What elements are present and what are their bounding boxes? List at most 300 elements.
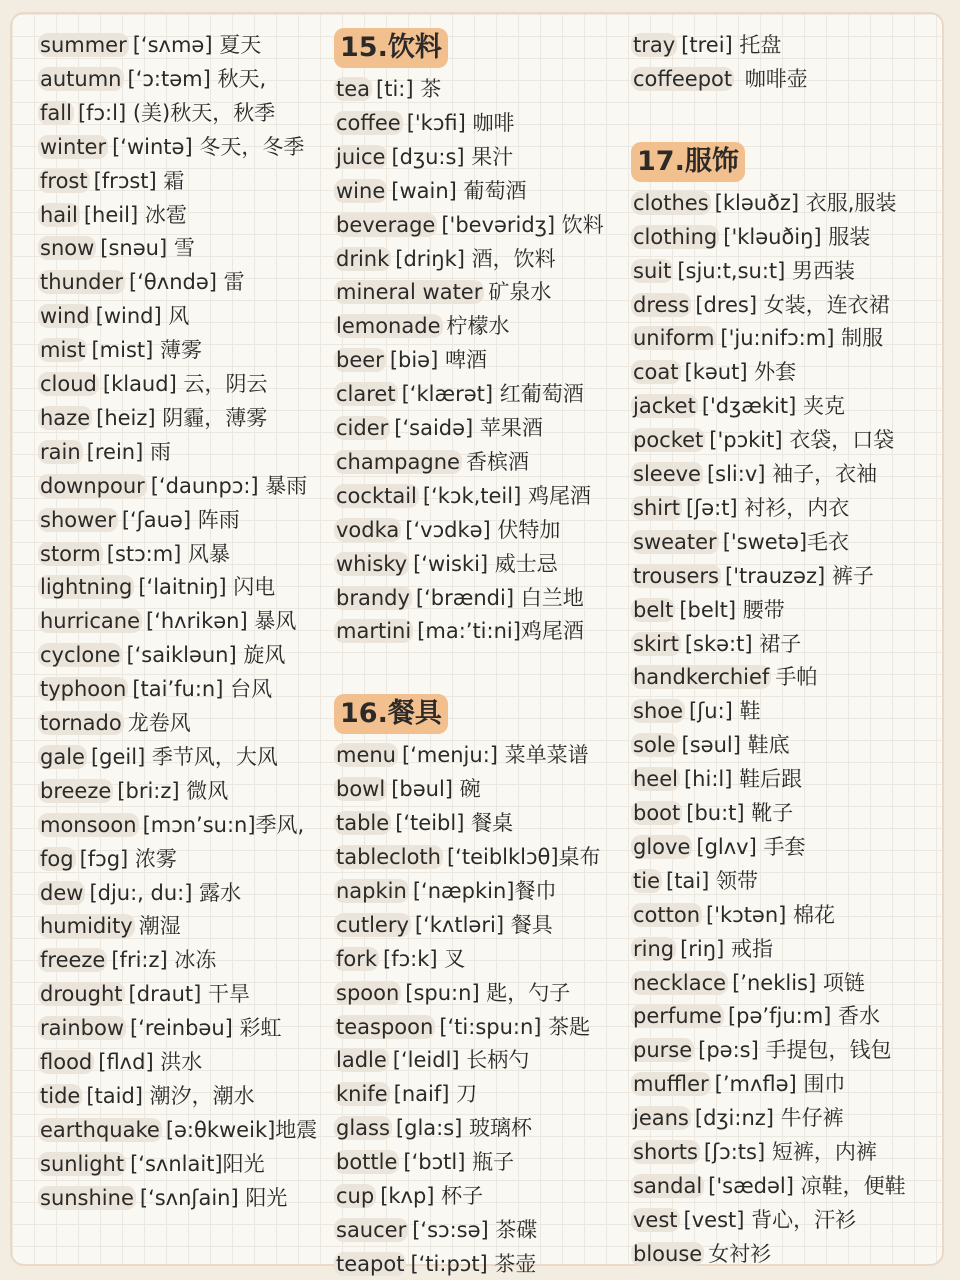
vocab-entry: [334, 142, 513, 172]
vocab-phonetic-meaning: ['sædəl] 凉鞋，便鞋: [708, 1173, 906, 1198]
vocab-entry: [334, 1215, 537, 1245]
vocab-entry: [38, 1081, 255, 1111]
vocab-phonetic-meaning: [naif] 刀: [393, 1082, 478, 1107]
vocab-word: muffler: [633, 1072, 709, 1097]
vocab-phonetic-meaning: 矿泉水: [488, 280, 552, 305]
vocab-entry: [334, 842, 601, 872]
vocab-entry: [631, 1103, 844, 1133]
vocab-entry: [631, 730, 790, 760]
vocab-entry: [631, 764, 802, 794]
vocab-entry: [38, 301, 189, 331]
vocab-word: thunder: [40, 270, 124, 295]
vocab-entry: [38, 1013, 282, 1043]
vocab-entry: [334, 1113, 532, 1143]
vocab-word: shoe: [633, 699, 684, 724]
vocab-word: beer: [336, 348, 384, 373]
vocab-phonetic-meaning: [fɔ:l] (美)秋天，秋季: [77, 100, 276, 125]
vocab-phonetic-meaning: [‘teiblklɔθ]桌布: [446, 845, 601, 869]
vocab-word: gale: [40, 744, 85, 769]
vocab-phonetic-meaning: [ma:’ti:ni]鸡尾酒: [417, 619, 584, 644]
vocab-phonetic-meaning: [heil] 冰雹: [83, 202, 187, 227]
vocab-phonetic-meaning: [pə:s] 手提包，钱包: [698, 1038, 892, 1063]
vocab-entry: [631, 798, 793, 828]
vocab-entry: [334, 108, 514, 138]
vocab-word: hurricane: [40, 609, 140, 634]
vocab-phonetic-meaning: [rein] 雨: [86, 439, 171, 464]
vocab-phonetic-meaning: [draut] 干旱: [128, 982, 250, 1007]
vocab-entry: [631, 188, 896, 218]
vocab-entry: [334, 876, 556, 906]
vocab-word: cider: [336, 416, 389, 440]
vocab-phonetic-meaning: [dres] 女装，连衣裙: [695, 292, 890, 317]
vocab-word: champagne: [336, 449, 460, 474]
vocab-phonetic-meaning: ['kləuðiŋ] 服装: [723, 224, 871, 249]
vocab-word: jacket: [633, 394, 696, 419]
vocab-phonetic-meaning: [‘bɔtl] 瓶子: [403, 1150, 515, 1175]
vocab-word: beverage: [336, 212, 436, 237]
vocab-phonetic-meaning: ['pɔkit] 衣袋，口袋: [709, 428, 895, 453]
vocab-phonetic-meaning: [sli:v] 袖子，衣袖: [706, 462, 878, 486]
vocab-entry: [631, 323, 883, 353]
vocab-entry: [334, 210, 604, 240]
vocab-entry: [38, 606, 296, 636]
vocab-entry: [38, 911, 181, 941]
vocab-entry: [38, 403, 267, 433]
vocab-phonetic-meaning: [kləuðz] 衣服,服装: [714, 190, 897, 215]
vocab-entry: [334, 549, 558, 579]
vocab-word: boot: [633, 801, 681, 825]
vocab-phonetic-meaning: ['dʒækit] 夹克: [701, 394, 845, 419]
vocab-phonetic-meaning: [‘laitniŋ] 闪电: [138, 575, 276, 600]
vocab-phonetic-meaning: [‘reinbəu] 彩虹: [130, 1016, 282, 1041]
vocab-entry: [38, 1183, 287, 1213]
vocab-entry: [334, 1012, 590, 1042]
vocab-phonetic-meaning: [trei] 托盘: [681, 33, 782, 57]
vocab-phonetic-meaning: [snəu] 雪: [100, 236, 195, 261]
vocab-entry: [631, 391, 845, 421]
vocab-word: earthquake: [40, 1117, 160, 1142]
vocab-phonetic-meaning: [‘ɔ:təm] 秋天,: [127, 66, 267, 91]
vocab-word: coffee: [336, 110, 401, 135]
vocab-word: shower: [40, 507, 116, 532]
vocab-entry: [38, 878, 241, 908]
vocab-entry: [38, 776, 228, 806]
vocab-word: heel: [633, 767, 678, 792]
vocab-entry: [38, 1115, 317, 1145]
vocab-phonetic-meaning: [tai’fu:n] 台风: [132, 677, 273, 702]
vocab-word: wine: [336, 178, 386, 203]
vocab-phonetic-meaning: [‘teibl] 餐桌: [395, 811, 514, 836]
vocab-word: knife: [336, 1082, 388, 1107]
vocab-phonetic-meaning: ['trauzəz] 裤子: [725, 563, 874, 588]
vocab-entry: [38, 505, 240, 535]
vocab-word: menu: [336, 743, 396, 768]
vocab-word: fog: [40, 846, 74, 871]
vocab-word: frost: [40, 168, 88, 193]
vocab-word: typhoon: [40, 677, 127, 702]
vocab-word: tide: [40, 1083, 81, 1108]
vocab-entry: [38, 64, 266, 94]
vocab-word: table: [336, 811, 390, 836]
vocab-word: blouse: [633, 1241, 703, 1266]
vocab-entry: [631, 934, 773, 964]
vocab-phonetic-meaning: [‘kʌtləri] 餐具: [414, 912, 553, 937]
vocab-entry: [38, 471, 307, 501]
section-heading: 15.饮料: [334, 28, 448, 68]
vocab-word: handkerchief: [633, 665, 770, 690]
vocab-word: whisky: [336, 551, 408, 576]
vocab-word: claret: [336, 382, 396, 407]
vocab-word: rainbow: [40, 1016, 124, 1041]
vocab-entry: [631, 968, 865, 998]
vocab-word: jeans: [633, 1106, 689, 1131]
vocab-entry: [631, 1001, 880, 1031]
vocab-phonetic-meaning: ['kɔtən] 棉花: [706, 902, 836, 927]
vocab-phonetic-meaning: [dʒi:nz] 牛仔裤: [694, 1106, 844, 1131]
vocab-entry: [334, 311, 510, 341]
vocab-phonetic-meaning: [heiz] 阴霾，薄雾: [96, 405, 268, 430]
vocab-entry: [334, 413, 543, 443]
vocab-entry: [334, 515, 560, 545]
vocab-phonetic-meaning: [fri:z] 冰冻: [111, 948, 217, 973]
vocab-phonetic-meaning: [‘wiski] 威士忌: [413, 551, 558, 576]
vocab-entry: [38, 844, 177, 874]
vocab-entry: [334, 1181, 483, 1211]
vocab-phonetic-meaning: [hi:l] 鞋后跟: [683, 767, 803, 792]
vocab-word: tablecloth: [336, 845, 441, 869]
vocab-entry: [631, 1137, 877, 1167]
section-heading: 16.餐具: [334, 694, 448, 734]
vocab-entry: [334, 616, 584, 646]
vocab-phonetic-meaning: [bu:t] 靴子: [686, 801, 794, 825]
vocab-phonetic-meaning: [bəul] 碗: [391, 777, 481, 802]
vocab-word: perfume: [633, 1004, 722, 1029]
vocab-entry: [631, 357, 796, 387]
vocab-entry: [631, 561, 874, 591]
vocab-phonetic-meaning: 手帕: [775, 665, 818, 690]
vocab-phonetic-meaning: [‘sʌnʃain] 阳光: [139, 1185, 288, 1210]
vocab-word: brandy: [336, 585, 410, 610]
vocab-entry: [631, 629, 801, 659]
vocab-phonetic-meaning: [‘daunpɔ:] 暴雨: [150, 473, 308, 498]
vocab-word: shorts: [633, 1140, 698, 1164]
vocab-entry: [334, 244, 556, 274]
vocab-entry: [38, 233, 195, 263]
vocab-word: ladle: [336, 1048, 387, 1073]
vocab-word: glass: [336, 1116, 390, 1141]
vocab-phonetic-meaning: [riŋ] 戒指: [680, 936, 773, 961]
vocab-entry: [631, 425, 894, 455]
vocab-phonetic-meaning: [stɔ:m] 风暴: [106, 541, 231, 566]
vocab-word: napkin: [336, 878, 407, 903]
vocab-entry: [38, 335, 202, 365]
vocab-phonetic-meaning: [frɔst] 霜: [93, 168, 185, 193]
vocab-word: dress: [633, 292, 690, 317]
vocab-entry: [334, 808, 513, 838]
vocab-word: sunlight: [40, 1151, 125, 1176]
vocab-entry: [38, 1149, 265, 1179]
vocab-entry: [38, 572, 275, 602]
vocab-word: teaspoon: [336, 1014, 434, 1039]
vocab-entry: [631, 900, 835, 930]
vocab-phonetic-meaning: ['ju:nifɔ:m] 制服: [720, 326, 884, 351]
vocab-word: tornado: [40, 711, 122, 735]
vocab-entry: [631, 527, 849, 557]
vocab-phonetic-meaning: [‘vɔdkə] 伏特加: [405, 517, 561, 542]
vocab-entry: [334, 1045, 529, 1075]
vocab-word: suit: [633, 258, 672, 283]
vocab-word: necklace: [633, 970, 727, 995]
vocab-phonetic-meaning: [pə’fju:m] 香水: [727, 1004, 881, 1029]
vocab-word: cyclone: [40, 643, 121, 668]
vocab-word: sleeve: [633, 462, 701, 486]
vocab-entry: [38, 945, 216, 975]
vocab-phonetic-meaning: [fɔg] 浓雾: [79, 846, 177, 871]
vocab-phonetic-meaning: 潮湿: [138, 914, 181, 939]
vocab-word: vodka: [336, 517, 400, 542]
vocab-entry: [631, 1171, 906, 1201]
vocab-phonetic-meaning: [dju:, du:] 露水: [89, 880, 242, 905]
vocab-entry: [631, 662, 817, 692]
vocab-phonetic-meaning: [biə] 啤酒: [389, 348, 487, 373]
vocab-entry: [38, 200, 187, 230]
vocab-entry: [38, 132, 304, 162]
vocab-phonetic-meaning: [səul] 鞋底: [681, 733, 790, 758]
vocab-entry: [38, 674, 272, 704]
vocab-word: wind: [40, 304, 90, 329]
vocab-word: sweater: [633, 529, 717, 554]
vocab-phonetic-meaning: [ti:] 茶: [376, 77, 442, 101]
vocab-word: clothes: [633, 190, 709, 215]
vocab-word: belt: [633, 597, 674, 622]
vocab-word: tie: [633, 868, 660, 893]
vocab-phonetic-meaning: [‘kɔk,teil] 鸡尾酒: [422, 483, 591, 508]
vocab-entry: [38, 267, 245, 297]
vocab-word: rain: [40, 439, 81, 464]
vocab-phonetic-meaning: [spu:n] 匙，勺子: [405, 980, 571, 1005]
vocab-phonetic-meaning: [‘sʌnlait]阳光: [130, 1151, 265, 1176]
vocab-word: breeze: [40, 778, 112, 803]
vocab-phonetic-meaning: 咖啡壶: [738, 66, 808, 91]
vocab-phonetic-meaning: [kəut] 外套: [684, 360, 797, 385]
vocab-entry: [334, 978, 570, 1008]
vocab-phonetic-meaning: 香槟酒: [465, 449, 529, 474]
vocab-word: lemonade: [336, 314, 441, 339]
vocab-entry: [38, 979, 250, 1009]
vocab-word: skirt: [633, 631, 679, 656]
vocab-phonetic-meaning: [mist] 薄雾: [91, 338, 202, 363]
vocab-phonetic-meaning: [‘klærət] 红葡萄酒: [401, 382, 584, 407]
vocab-phonetic-meaning: ['swetə]毛衣: [722, 529, 850, 554]
vocab-phonetic-meaning: [‘ti:spu:n] 茶匙: [439, 1014, 591, 1039]
vocab-phonetic-meaning: [‘θʌndə] 雷: [129, 270, 245, 295]
vocab-word: bottle: [336, 1150, 398, 1175]
vocab-word: coffeepot: [633, 66, 733, 91]
vocab-word: mineral water: [336, 280, 483, 305]
vocab-phonetic-meaning: [‘hʌrikən] 暴风: [146, 609, 297, 634]
vocab-entry: [38, 1047, 202, 1077]
vocab-phonetic-meaning: [‘næpkin]餐巾: [412, 878, 557, 903]
vocab-word: lightning: [40, 575, 133, 600]
vocab-phonetic-meaning: [sju:t,su:t] 男西装: [677, 258, 856, 283]
vocab-word: flood: [40, 1050, 93, 1074]
vocab-entry: [38, 640, 285, 670]
vocab-word: spoon: [336, 980, 400, 1005]
vocab-entry: [334, 583, 584, 613]
vocab-entry: [334, 1249, 536, 1279]
vocab-entry: [631, 832, 805, 862]
vocab-phonetic-meaning: [ə:θkweik]地震: [165, 1117, 318, 1142]
vocab-entry: [631, 1239, 771, 1269]
vocab-phonetic-meaning: [klaud] 云，阴云: [102, 372, 268, 396]
vocab-entry: [334, 910, 553, 940]
vocab-word: purse: [633, 1038, 693, 1063]
vocab-entry: [334, 74, 441, 104]
vocab-phonetic-meaning: ['bevəridʒ] 饮料: [441, 212, 604, 237]
vocab-word: vest: [633, 1207, 678, 1232]
vocab-entry: [631, 1035, 891, 1065]
vocab-word: summer: [40, 33, 127, 57]
vocab-word: monsoon: [40, 812, 137, 837]
vocab-phonetic-meaning: 龙卷风: [127, 711, 191, 735]
vocab-entry: [38, 742, 278, 772]
vocab-phonetic-meaning: [dʒu:s] 果汁: [391, 144, 514, 169]
vocab-word: clothing: [633, 224, 718, 249]
section-heading: 17.服饰: [631, 142, 745, 182]
vocab-phonetic-meaning: [geil] 季节风，大风: [90, 744, 278, 769]
vocab-entry: [631, 222, 870, 252]
vocab-word: bowl: [336, 777, 386, 802]
vocab-entry: [631, 64, 808, 94]
vocab-word: juice: [336, 144, 386, 169]
vocab-entry: [631, 290, 890, 320]
vocab-phonetic-meaning: [mɔn’su:n]季风,: [142, 812, 305, 837]
vocab-entry: [38, 98, 275, 128]
vocab-word: storm: [40, 541, 101, 566]
vocab-entry: [334, 1147, 514, 1177]
vocab-word: sunshine: [40, 1185, 134, 1210]
vocab-word: teapot: [336, 1251, 405, 1276]
vocab-entry: [334, 481, 591, 511]
vocab-phonetic-meaning: 女衬衫: [708, 1241, 772, 1266]
vocab-word: martini: [336, 619, 412, 644]
vocab-phonetic-meaning: [wind] 风: [95, 304, 190, 329]
vocab-entry: [631, 256, 855, 286]
vocab-entry: [334, 447, 529, 477]
vocab-phonetic-meaning: [’mʌflə] 围巾: [714, 1072, 846, 1097]
vocab-word: mist: [40, 338, 86, 363]
vocab-entry: [38, 166, 184, 196]
vocab-word: snow: [40, 236, 95, 261]
vocabulary-card: [10, 12, 944, 1276]
vocab-word: humidity: [40, 914, 133, 939]
vocab-phonetic-meaning: [‘ʃauə] 阵雨: [121, 507, 240, 532]
vocab-word: cloud: [40, 372, 97, 396]
vocab-word: pocket: [633, 428, 704, 453]
vocab-word: drink: [336, 246, 390, 271]
vocab-phonetic-meaning: [‘sʌmə] 夏天: [132, 33, 262, 57]
vocab-word: ring: [633, 936, 675, 961]
vocab-phonetic-meaning: [gla:s] 玻璃杯: [395, 1116, 533, 1141]
vocab-entry: [334, 277, 551, 307]
vocab-phonetic-meaning: 柠檬水: [446, 314, 510, 339]
vocab-entry: [631, 866, 758, 896]
vocab-entry: [38, 437, 171, 467]
vocab-phonetic-meaning: [‘menju:] 菜单菜谱: [402, 743, 589, 768]
vocab-phonetic-meaning: [‘wintə] 冬天，冬季: [112, 134, 305, 159]
vocab-word: shirt: [633, 495, 680, 520]
vocab-word: coat: [633, 360, 679, 385]
vocab-entry: [334, 774, 481, 804]
vocab-word: hail: [40, 202, 78, 227]
vocab-word: sole: [633, 733, 676, 758]
vocab-phonetic-meaning: [driŋk] 酒，饮料: [395, 246, 556, 271]
vocab-entry: [631, 595, 785, 625]
vocab-word: cotton: [633, 902, 701, 927]
vocab-phonetic-meaning: [’neklis] 项链: [732, 970, 865, 995]
vocab-entry: [38, 30, 261, 60]
vocab-phonetic-meaning: [‘saidə] 苹果酒: [394, 416, 543, 440]
vocab-word: fork: [336, 946, 378, 971]
vocab-word: cutlery: [336, 912, 409, 937]
vocab-phonetic-meaning: [ʃɔ:ts] 短裤，内裤: [703, 1140, 877, 1164]
vocab-word: trousers: [633, 563, 719, 588]
vocab-word: drought: [40, 982, 123, 1007]
vocab-phonetic-meaning: [vest] 背心，汗衫: [683, 1207, 857, 1232]
vocab-phonetic-meaning: [wain] 葡萄酒: [391, 178, 527, 203]
vocab-phonetic-meaning: [tai] 领带: [666, 868, 758, 893]
vocab-word: sandal: [633, 1173, 703, 1198]
vocab-entry: [334, 345, 487, 375]
vocab-entry: [631, 493, 849, 523]
vocab-word: saucer: [336, 1217, 407, 1242]
vocab-word: cup: [336, 1184, 375, 1208]
vocab-entry: [334, 944, 465, 974]
vocab-word: haze: [40, 405, 91, 430]
vocab-entry: [631, 696, 761, 726]
vocab-entry: [334, 1079, 477, 1109]
vocab-phonetic-meaning: ['kɔfi] 咖啡: [406, 110, 515, 135]
vocab-word: uniform: [633, 326, 715, 351]
vocab-word: fall: [40, 100, 72, 125]
vocab-phonetic-meaning: [glʌv] 手套: [696, 834, 806, 859]
vocab-word: freeze: [40, 948, 106, 973]
vocab-phonetic-meaning: [taid] 潮汐，潮水: [86, 1083, 255, 1108]
vocab-word: dew: [40, 880, 84, 905]
vocab-phonetic-meaning: [flʌd] 洪水: [98, 1050, 203, 1074]
vocab-phonetic-meaning: [‘leidl] 长柄勺: [392, 1048, 530, 1073]
vocab-phonetic-meaning: [skə:t] 裙子: [684, 631, 802, 656]
vocab-phonetic-meaning: [‘brændi] 白兰地: [415, 585, 584, 610]
vocab-entry: [334, 740, 589, 770]
vocab-entry: [38, 810, 304, 840]
vocab-phonetic-meaning: [belt] 腰带: [679, 597, 785, 622]
vocab-entry: [631, 459, 877, 489]
vocab-word: downpour: [40, 473, 145, 498]
vocab-phonetic-meaning: [‘ti:pɔt] 茶壶: [410, 1251, 537, 1276]
vocab-phonetic-meaning: [‘saikləun] 旋风: [126, 643, 286, 668]
vocab-phonetic-meaning: [fɔ:k] 叉: [383, 946, 466, 971]
vocab-phonetic-meaning: [kʌp] 杯子: [380, 1184, 484, 1208]
vocab-entry: [38, 539, 230, 569]
vocab-phonetic-meaning: [ʃə:t] 衬衫，内衣: [685, 495, 850, 520]
vocab-phonetic-meaning: [‘sɔ:sə] 茶碟: [412, 1217, 538, 1242]
vocab-word: tea: [336, 77, 371, 101]
vocab-entry: [631, 1205, 856, 1235]
vocab-entry: [38, 369, 267, 399]
vocab-phonetic-meaning: [bri:z] 微风: [117, 778, 229, 803]
vocab-phonetic-meaning: [ʃu:] 鞋: [689, 699, 761, 724]
